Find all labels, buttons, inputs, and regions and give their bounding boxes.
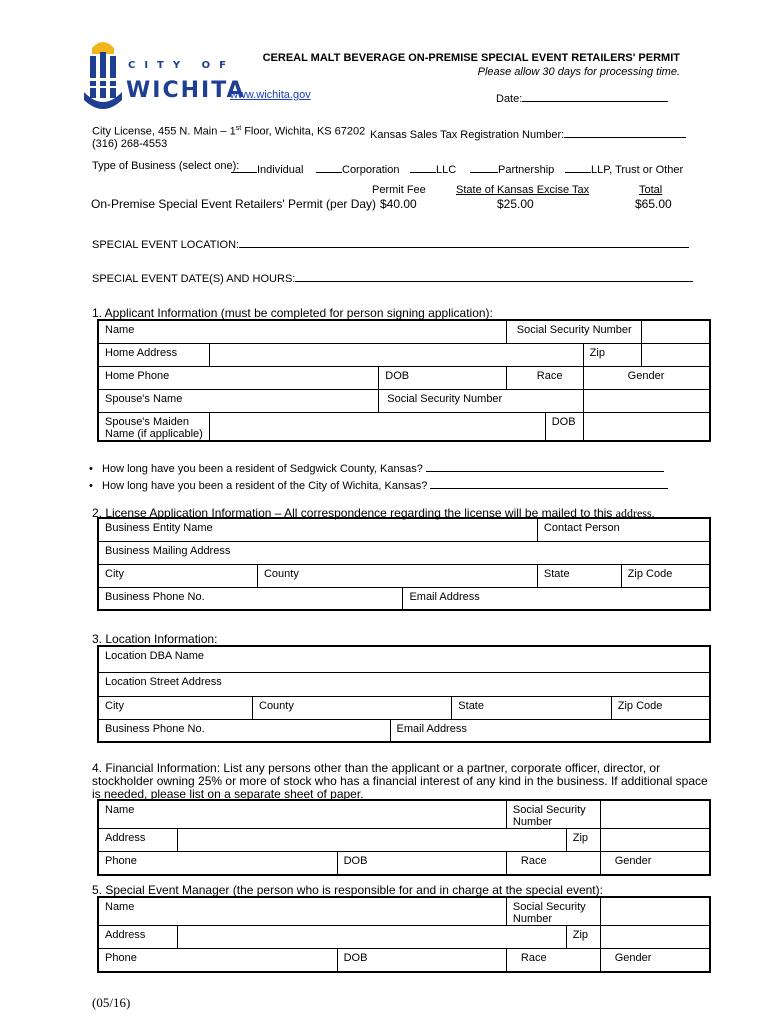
manager-zip-value[interactable] [600, 926, 710, 949]
home-address-value[interactable] [210, 343, 583, 366]
financial-phone-cell[interactable]: Phone [98, 852, 337, 875]
business-zip-cell[interactable]: Zip Code [621, 564, 710, 587]
location-dba-cell[interactable]: Location DBA Name [98, 646, 710, 672]
home-zip-label: Zip [583, 343, 641, 366]
address-line1-post: Floor, Wichita, KS 67202 [241, 125, 366, 138]
section3-heading: 3. Location Information: [92, 632, 218, 646]
manager-address-value[interactable] [178, 926, 566, 949]
location-state-cell[interactable]: State [452, 696, 611, 719]
financial-dob-cell[interactable]: DOB [337, 852, 506, 875]
financial-address-label: Address [98, 829, 178, 852]
tax-registration-label: Kansas Sales Tax Registration Number: [370, 129, 565, 141]
location-email-cell[interactable]: Email Address [390, 719, 710, 742]
financial-zip-label: Zip [566, 829, 600, 852]
processing-note: Please allow 30 days for processing time. [477, 66, 680, 78]
home-address-label: Home Address [98, 343, 210, 366]
excise-tax-header: State of Kansas Excise Tax [456, 184, 590, 196]
section2-heading: 2. License Application Information – All correspondence regarding the license will be mailed to this address. [92, 506, 655, 520]
manager-dob-cell[interactable]: DOB [337, 949, 506, 972]
event-dates-field[interactable] [92, 269, 693, 285]
applicant-race-cell[interactable]: Race [506, 366, 583, 389]
option-corporation[interactable]: Corporation [316, 160, 399, 176]
option-individual[interactable]: Individual [231, 160, 303, 176]
business-email-cell[interactable]: Email Address [403, 587, 710, 610]
section4-line1: 4. Financial Information: List any persons other than the applicant or a partner, corporate officer, director, or [92, 761, 661, 775]
applicant-ssn-value[interactable] [641, 320, 710, 343]
business-type-label: Type of Business (select one): [92, 160, 240, 172]
financial-name-cell[interactable]: Name [98, 800, 506, 829]
financial-table [97, 799, 711, 876]
option-llp-trust-other[interactable]: LLP, Trust or Other [565, 160, 683, 176]
date-label: Date: [496, 93, 523, 105]
bullet-wichita[interactable]: • How long have you been a resident of the City of Wichita, Kansas? [89, 476, 668, 492]
total-value: $65.00 [635, 197, 672, 211]
bullet-sedgwick[interactable]: • How long have you been a resident of Sedgwick County, Kansas? [89, 459, 664, 475]
option-partnership[interactable]: Partnership [470, 160, 554, 176]
applicant-dob-cell[interactable]: DOB [379, 366, 506, 389]
financial-gender-cell[interactable]: Gender [600, 852, 710, 875]
home-phone-cell[interactable]: Home Phone [98, 366, 379, 389]
business-city-cell[interactable]: City [98, 564, 257, 587]
mailing-address-cell[interactable]: Business Mailing Address [98, 541, 710, 564]
financial-zip-value[interactable] [600, 829, 710, 852]
applicant-table [97, 319, 711, 442]
form-title: CEREAL MALT BEVERAGE ON-PREMISE SPECIAL EVENT RETAILERS' PERMIT [262, 52, 680, 64]
permit-fee-header: Permit Fee [372, 184, 426, 196]
option-llc[interactable]: LLC [410, 160, 456, 176]
tax-registration-field[interactable] [370, 125, 686, 141]
excise-tax-value: $25.00 [497, 197, 534, 211]
manager-gender-cell[interactable]: Gender [600, 949, 710, 972]
financial-race-cell[interactable]: Race [506, 852, 600, 875]
section4-line3: is needed, please list on a separate sheet of paper. [92, 787, 364, 801]
contact-person-cell[interactable]: Contact Person [537, 518, 710, 541]
manager-ssn-label: Social Security Number [506, 897, 600, 926]
permit-name: On-Premise Special Event Retailers' Permit (per Day) [91, 197, 377, 211]
business-state-cell[interactable]: State [537, 564, 621, 587]
manager-ssn-value[interactable] [600, 897, 710, 926]
manager-name-cell[interactable]: Name [98, 897, 506, 926]
spouse-maiden-label: Spouse's Maiden Name (if applicable) [98, 412, 210, 441]
bullet-icon: • [89, 480, 93, 492]
manager-race-cell[interactable]: Race [506, 949, 600, 972]
applicant-ssn-cell[interactable]: Social Security Number [506, 320, 641, 343]
location-county-cell[interactable]: County [253, 696, 452, 719]
location-street-cell[interactable]: Location Street Address [98, 672, 710, 696]
manager-zip-label: Zip [566, 926, 600, 949]
manager-address-label: Address [98, 926, 178, 949]
section5-heading: 5. Special Event Manager (the person who is responsible for and in charge at the special event): [92, 883, 603, 897]
spouse-ssn-label: Social Security Number [379, 389, 583, 412]
location-phone-cell[interactable]: Business Phone No. [98, 719, 390, 742]
date-field[interactable] [496, 89, 668, 105]
total-header: Total [639, 184, 663, 196]
business-entity-cell[interactable]: Business Entity Name [98, 518, 537, 541]
financial-address-value[interactable] [178, 829, 566, 852]
address-sup: st [235, 125, 242, 132]
section4-line2: stockholder owning 25% or more of stock who has a financial interest of any kind in the business. If additional space [92, 774, 708, 788]
location-city-cell[interactable]: City [98, 696, 253, 719]
permit-fee-value: $40.00 [380, 197, 417, 211]
location-zip-cell[interactable]: Zip Code [611, 696, 710, 719]
spouse-dob-label: DOB [545, 412, 583, 441]
bullet-icon: • [89, 463, 93, 475]
applicant-gender-cell[interactable]: Gender [583, 366, 710, 389]
city-logo [82, 38, 246, 114]
license-table [97, 517, 711, 611]
city-logo-mark [82, 38, 124, 114]
financial-ssn-value[interactable] [600, 800, 710, 829]
office-phone: (316) 268-4553 [92, 138, 168, 150]
spouse-dob-value[interactable] [583, 412, 710, 441]
website-link[interactable]: www.wichita.gov [230, 89, 311, 101]
address-line1: City License, 455 N. Main – 1 [92, 125, 236, 138]
spouse-ssn-value[interactable] [583, 389, 710, 412]
business-phone-cell[interactable]: Business Phone No. [98, 587, 403, 610]
business-county-cell[interactable]: County [257, 564, 537, 587]
home-zip-value[interactable] [641, 343, 710, 366]
financial-ssn-label: Social Security Number [506, 800, 600, 829]
logo-wichita: WICHITA [126, 78, 246, 103]
location-table [97, 645, 711, 743]
revision-date: (05/16) [92, 995, 131, 1010]
manager-phone-cell[interactable]: Phone [98, 949, 337, 972]
logo-city-of: CITY OF [128, 60, 235, 71]
event-location-label: SPECIAL EVENT LOCATION: [92, 239, 240, 251]
event-dates-label: SPECIAL EVENT DATE(S) AND HOURS: [92, 273, 296, 285]
event-location-field[interactable] [92, 235, 689, 251]
section1-heading: 1. Applicant Information (must be completed for person signing application): [92, 306, 493, 320]
office-address [92, 125, 365, 138]
spouse-maiden-value[interactable] [210, 412, 545, 441]
spouse-name-cell[interactable]: Spouse's Name [98, 389, 379, 412]
event-manager-table [97, 896, 711, 973]
applicant-name-cell[interactable]: Name [98, 320, 506, 343]
